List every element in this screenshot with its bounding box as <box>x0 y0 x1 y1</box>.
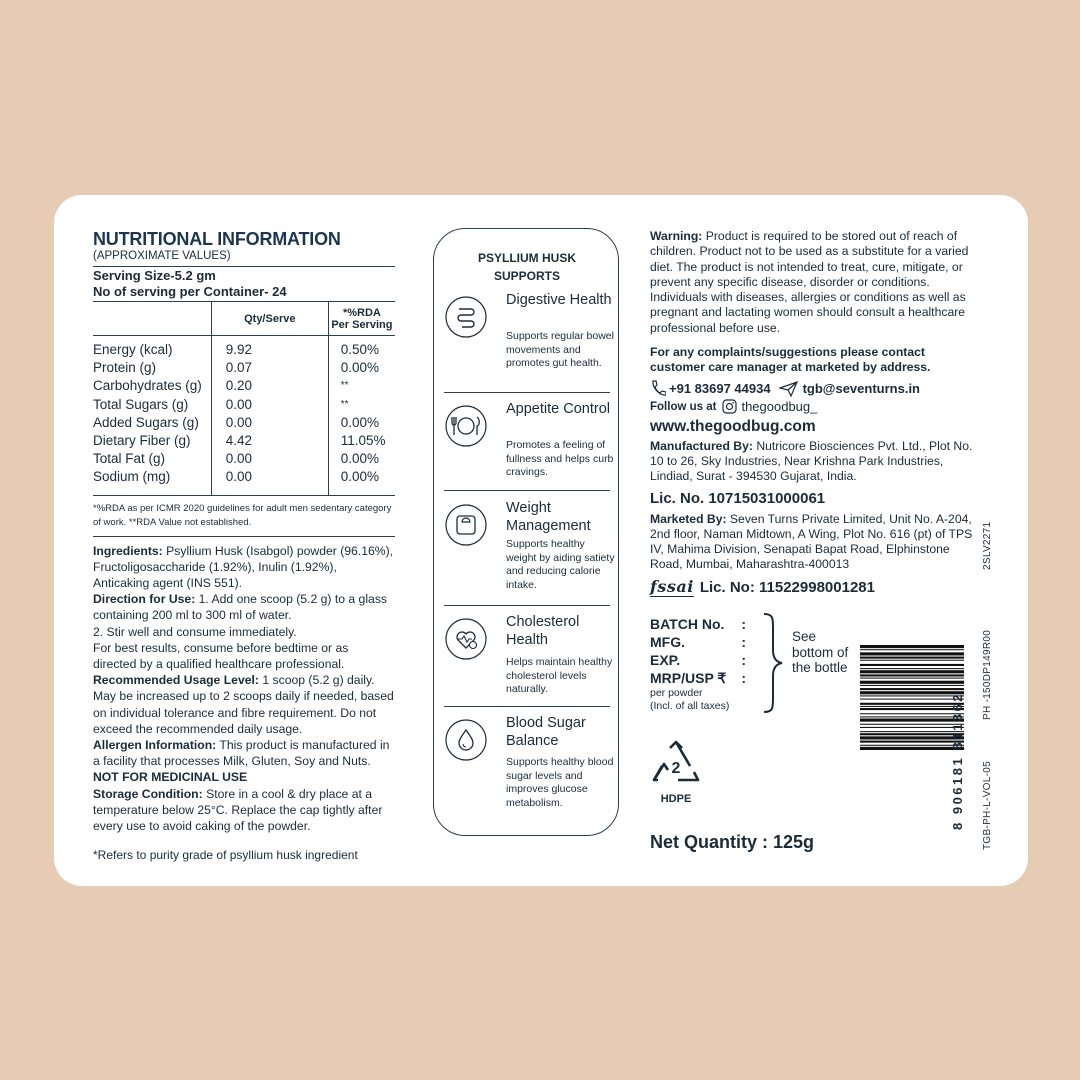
benefit-title: Weight Management <box>506 500 591 534</box>
directions-note: For best results, consume before bedtime or as directed by a qualified healthcare professional. <box>93 640 349 672</box>
benefit-desc: Supports healthy blood sugar levels and improves glucose metabolism. <box>506 756 614 809</box>
table-row <box>93 359 395 377</box>
code-vertical-2: PH -150DP149R00 <box>982 629 993 720</box>
barcode-bar <box>860 649 964 650</box>
directions-text: 1. Add one scoop (5.2 g) to a glass containing 200 ml to 300 ml of water. <box>93 592 388 623</box>
benefit-desc: Supports healthy weight by aiding satiety and reducing calorie intake. <box>506 538 615 591</box>
barcode <box>860 645 964 817</box>
nutrient-qty: 0.00 <box>211 414 328 432</box>
table-row <box>93 468 395 495</box>
barcode-bar <box>860 736 964 739</box>
see-bottom-note: See bottom of the bottle <box>792 629 849 675</box>
nutrient-rda: ** <box>340 380 349 392</box>
barcode-bar <box>860 747 964 750</box>
contact-row <box>650 380 980 398</box>
benefit-title: Cholesterol Health <box>506 614 580 648</box>
scale-icon <box>444 503 488 547</box>
marketed-by-text: Seven Turns Private Limited, Unit No. A-204, 2nd floor, Naman Midtown, A Wing, Plot No. 616 (pt) of TPS IV, Mahima Division, Senapati Bapat Road, Elphinstone Road, Mumbai, Maharashtra-400013 <box>650 511 973 572</box>
send-icon <box>779 381 799 397</box>
nutrition-column <box>93 229 395 863</box>
barcode-bar <box>860 716 964 717</box>
nutrient-name: Energy (kcal) <box>93 342 173 357</box>
allergen-info <box>93 737 395 769</box>
benefit-title: Digestive Health <box>506 292 612 308</box>
nutrient-name: Carbohydrates (g) <box>93 378 202 394</box>
website: www.thegoodbug.com <box>650 417 816 435</box>
colon: : <box>741 670 746 686</box>
barcode-bar <box>860 706 964 707</box>
barcode-bar <box>860 708 964 710</box>
benefit-desc: Helps maintain healthy cholesterol levels naturally. <box>506 656 613 695</box>
recommended-usage-label: Recommended Usage Level: <box>93 673 259 688</box>
rda-header-line2: Per Serving <box>331 318 393 331</box>
heart-icon <box>444 617 488 661</box>
benefit-desc: Supports regular bowel movements and promotes gut health. <box>506 330 614 369</box>
allergen-text: This product is manufactured in a facility that processes Milk, Gluten, Soy and Nuts. <box>93 738 390 769</box>
batch-label: BATCH No. <box>650 616 725 632</box>
barcode-bar <box>860 727 964 728</box>
supports-title-line1: PSYLLIUM HUSK <box>477 251 576 265</box>
ingredients-text: Psyllium Husk (Isabgol) powder (96.16%), Fructoligosaccharide (1.92%), Inulin (1.92%), Anticaking agent (INS 551). <box>93 543 394 591</box>
nutrient-rda: 0.00% <box>340 451 380 467</box>
barcode-bar <box>860 699 964 700</box>
barcode-bar <box>860 668 964 669</box>
nutrient-qty: 0.07 <box>211 359 328 377</box>
nutrient-name: Total Sugars (g) <box>93 396 189 412</box>
drop-icon <box>444 718 488 762</box>
nutrient-name: Total Fat (g) <box>93 451 166 467</box>
barcode-bar <box>860 719 964 722</box>
barcode-bar <box>860 731 964 732</box>
colon: : <box>741 616 746 632</box>
follow-label: Follow us at <box>650 400 717 413</box>
batch-block <box>650 615 780 713</box>
nutrition-table <box>93 301 395 496</box>
allergen-label: Allergen Information: <box>93 738 217 753</box>
instagram-icon <box>722 399 737 414</box>
storage-condition <box>93 786 395 835</box>
barcode-bar <box>860 681 964 684</box>
divider <box>444 490 610 491</box>
complaints-note: For any complaints/suggestions please contact customer care manager at marketed by address. <box>650 345 931 375</box>
exp-row <box>650 651 746 669</box>
manufactured-by-text: Nutricore Biosciences Pvt. Ltd., Plot No. 10 to 26, Sky Industries, Near Krishna Park Industries, Lindiad, Surat - 394530 Gujarat, India. <box>650 438 973 484</box>
nutrient-name: Added Sugars (g) <box>93 414 199 430</box>
license-number: Lic. No. 10715031000061 <box>650 489 826 507</box>
barcode-bar <box>860 688 964 690</box>
barcode-bar <box>860 652 964 655</box>
table-row <box>93 396 395 414</box>
curly-brace-icon <box>762 612 784 714</box>
nutrient-qty: 4.42 <box>211 432 328 450</box>
ingredients <box>93 543 395 592</box>
barcode-bar <box>860 685 964 686</box>
per-powder: per powder <box>650 687 703 699</box>
divider <box>444 392 610 393</box>
barcode-bar <box>860 660 964 661</box>
table-row <box>93 450 395 468</box>
phone-number: +91 83697 44934 <box>669 380 771 396</box>
barcode-digits: 8 906181 811362 <box>950 692 965 830</box>
not-medicinal <box>93 769 395 785</box>
nutrient-qty: 0.00 <box>211 468 328 495</box>
mrp-label: MRP/USP ₹ <box>650 670 727 686</box>
nutrient-rda: ** <box>340 398 349 410</box>
colon: : <box>741 634 746 650</box>
serving-size: Serving Size-5.2 gm <box>93 268 216 283</box>
rda-header-line1: *%RDA <box>342 306 381 319</box>
nutrient-qty: 9.92 <box>211 336 328 360</box>
instagram-handle: thegoodbug_ <box>741 398 818 414</box>
batch-row <box>650 615 746 633</box>
directions <box>93 591 395 623</box>
table-row <box>93 377 395 395</box>
purity-note: *Refers to purity grade of psyllium husk ingredient <box>93 848 358 863</box>
hdpe-label: HDPE <box>660 793 692 805</box>
nutrient-name: Dietary Fiber (g) <box>93 433 191 449</box>
directions-label: Direction for Use: <box>93 592 196 607</box>
colon: : <box>741 652 746 668</box>
fssai-logo: fssai <box>650 577 694 597</box>
mrp-row <box>650 669 746 687</box>
nutrient-qty: 0.20 <box>211 377 328 395</box>
plate-icon <box>444 404 488 448</box>
barcode-bar <box>860 713 964 714</box>
qty-header: Qty/Serve <box>211 302 328 336</box>
barcode-bar <box>860 724 964 725</box>
directions-step-2: 2. Stir well and consume immediately. <box>93 624 297 639</box>
info-column <box>650 229 980 599</box>
storage-label: Storage Condition: <box>93 786 203 801</box>
follow-row <box>650 399 980 415</box>
nutrient-name: Sodium (mg) <box>93 468 211 495</box>
mfg-label: MFG. <box>650 634 685 650</box>
supports-title <box>434 249 620 285</box>
barcode-bar <box>860 664 964 666</box>
mfg-row <box>650 633 746 651</box>
nutrient-rda: 0.00% <box>340 414 380 430</box>
recommended-usage <box>93 672 395 737</box>
nutrient-rda: 11.05% <box>340 433 386 449</box>
label-card <box>54 195 1028 886</box>
recycle-number: 2 <box>671 760 681 777</box>
supports-panel <box>433 228 619 836</box>
code-vertical-1: TGB-PH-L-VOL-05 <box>982 761 993 850</box>
table-row <box>93 336 395 360</box>
warning-label: Warning: <box>650 229 703 243</box>
barcode-bar <box>860 670 964 673</box>
barcode-bar <box>860 645 964 648</box>
recommended-usage-text: 1 scoop (5.2 g) daily. May be increased up to 2 scoops daily if needed, based on individual tolerance and fibre requirement. Do not exceed the recommended daily usage. <box>93 673 394 736</box>
barcode-bar <box>860 741 964 743</box>
nutrient-rda: 0.00% <box>328 468 395 495</box>
nutrient-qty: 0.00 <box>211 450 328 468</box>
barcode-bar <box>860 678 964 679</box>
recycle-icon <box>650 740 702 792</box>
servings-per-container: No of serving per Container- 24 <box>93 284 287 299</box>
divider <box>444 605 610 606</box>
nutrient-qty: 0.00 <box>211 396 328 414</box>
exp-label: EXP. <box>650 652 681 668</box>
fssai-row <box>650 577 980 599</box>
nutrient-rda: 0.00% <box>340 360 380 376</box>
not-medicinal-label: NOT FOR MEDICINAL USE <box>93 770 248 785</box>
code-vertical-3: 2SLV2271 <box>982 521 993 570</box>
rda-footnote: *%RDA as per ICMR 2020 guidelines for adult men sedentary category of work. **RDA Value not established. <box>93 502 395 537</box>
warning <box>650 229 980 336</box>
nutrition-subtitle: (APPROXIMATE VALUES) <box>93 249 395 267</box>
supports-title-line2: SUPPORTS <box>493 269 560 283</box>
barcode-bar <box>860 733 964 735</box>
benefit-title: Appetite Control <box>506 401 610 417</box>
nutrient-rda: 0.50% <box>340 342 380 357</box>
manufactured-by-label: Manufactured By: <box>650 438 753 453</box>
barcode-bar <box>860 745 964 746</box>
table-row <box>93 432 395 450</box>
nutrient-name: Protein (g) <box>93 360 157 376</box>
barcode-bar <box>860 691 964 694</box>
rda-header <box>328 302 395 336</box>
warning-text: Product is required to be stored out of reach of children. Product not to be used as a substitute for a varied diet. The product is not intended to treat, cure, mitigate, or prevent any specific disease, disorder or conditions. Individuals with diseases, allergies or conditions as well as pregnant and lactating women should consult a healthcare professional before use. <box>650 229 969 335</box>
benefit-desc: Promotes a feeling of fullness and helps curb cravings. <box>506 439 614 478</box>
barcode-bar <box>860 695 964 696</box>
barcode-bar <box>860 674 964 676</box>
marketed-by <box>650 512 980 573</box>
marketed-by-label: Marketed By: <box>650 511 727 526</box>
gut-icon <box>444 295 488 339</box>
ingredients-label: Ingredients: <box>93 543 163 558</box>
divider <box>444 706 610 707</box>
storage-text: Store in a cool & dry place at a temperature below 25°C. Replace the cap tightly after every use to avoid caking of the powder. <box>93 786 383 834</box>
manufactured-by <box>650 439 980 485</box>
nutrition-title: NUTRITIONAL INFORMATION <box>93 229 341 249</box>
barcode-bar <box>860 657 964 659</box>
phone-icon <box>650 380 666 398</box>
fssai-license: Lic. No: 11522998001281 <box>699 578 875 596</box>
barcode-bar <box>860 703 964 705</box>
net-quantity: Net Quantity : 125g <box>650 832 815 852</box>
ingredients-block <box>93 543 395 835</box>
incl-taxes: (Incl. of all taxes) <box>650 700 730 712</box>
benefit-title: Blood Sugar Balance <box>506 715 586 749</box>
email-address: tgb@seventurns.in <box>802 380 920 396</box>
table-row <box>93 414 395 432</box>
